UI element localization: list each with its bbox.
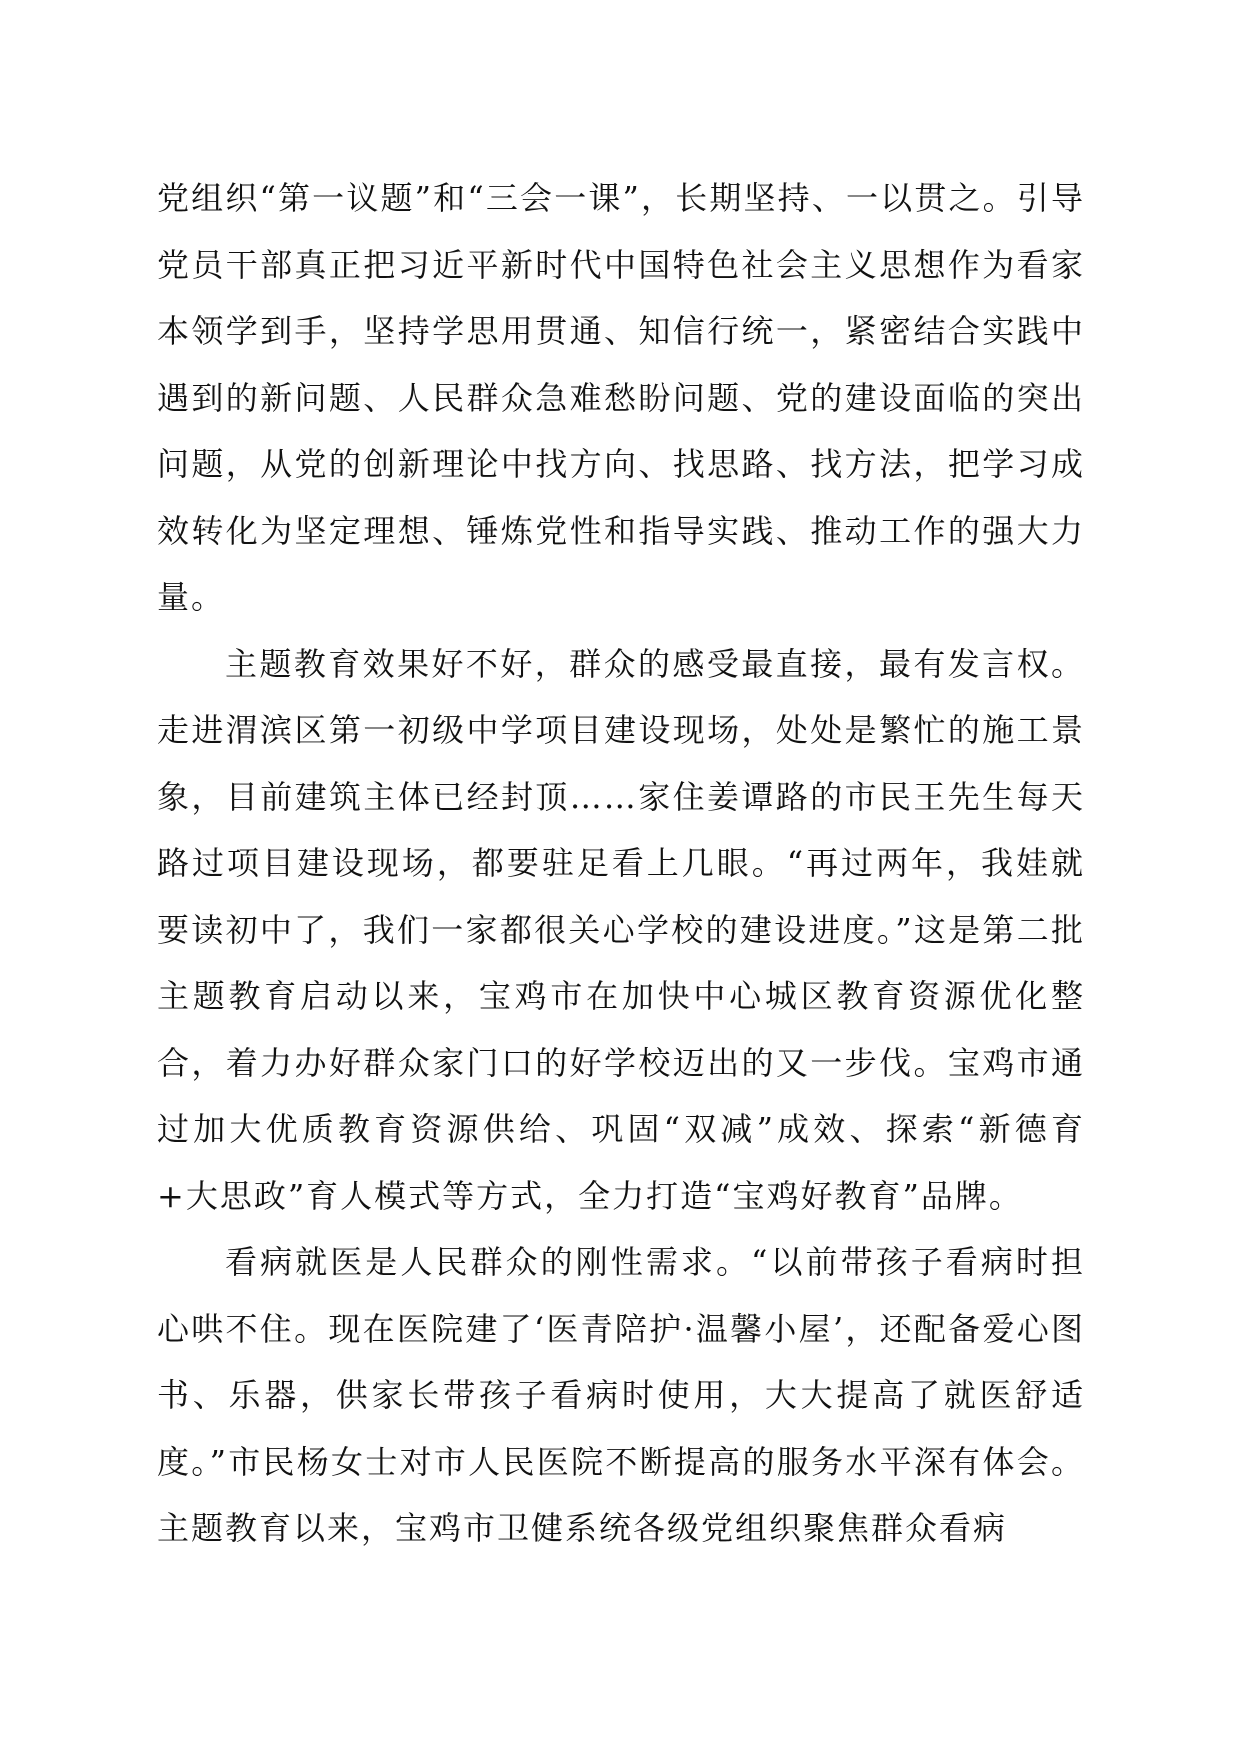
paragraph-3: 看病就医是人民群众的刚性需求。“以前带孩子看病时担心哄不住。现在医院建了‘医青陪护·温馨小屋’，还配备爱心图书、乐器，供家长带孩子看病时使用，大大提高了就医舒适度。”市民杨女士对市人民医院不断提高的服务水平深有体会。主题教育以来，宝鸡市卫健系统各级党组织聚焦群众看病 xyxy=(157,1243,1085,1547)
paragraph-2: 主题教育效果好不好，群众的感受最直接，最有发言权。走进渭滨区第一初级中学项目建设现场，处处是繁忙的施工景象，目前建筑主体已经封顶……家住姜谭路的市民王先生每天路过项目建设现场，都要驻足看上几眼。“再过两年，我娃就要读初中了，我们一家都很关心学校的建设进度。”这是第二批主题教育启动以来，宝鸡市在加快中心城区教育资源优化整合，着力办好群众家门口的好学校迈出的又一步伐。宝鸡市通过加大优质教育资源供给、巩固“双减”成效、探索“新德育+大思政”育人模式等方式，全力打造“宝鸡好教育”品牌。 xyxy=(157,644,1085,1215)
paragraph-1: 党组织“第一议题”和“三会一课”，长期坚持、一以贯之。引导党员干部真正把习近平新时代中国特色社会主义思想作为看家本领学到手，坚持学思用贯通、知信行统一，紧密结合实践中遇到的新问题、人民群众急难愁盼问题、党的建设面临的突出问题，从党的创新理论中找方向、找思路、找方法，把学习成效转化为坚定理想、锤炼党性和指导实践、推动工作的强大力量。 xyxy=(157,179,1085,616)
document-body xyxy=(157,165,1085,1562)
